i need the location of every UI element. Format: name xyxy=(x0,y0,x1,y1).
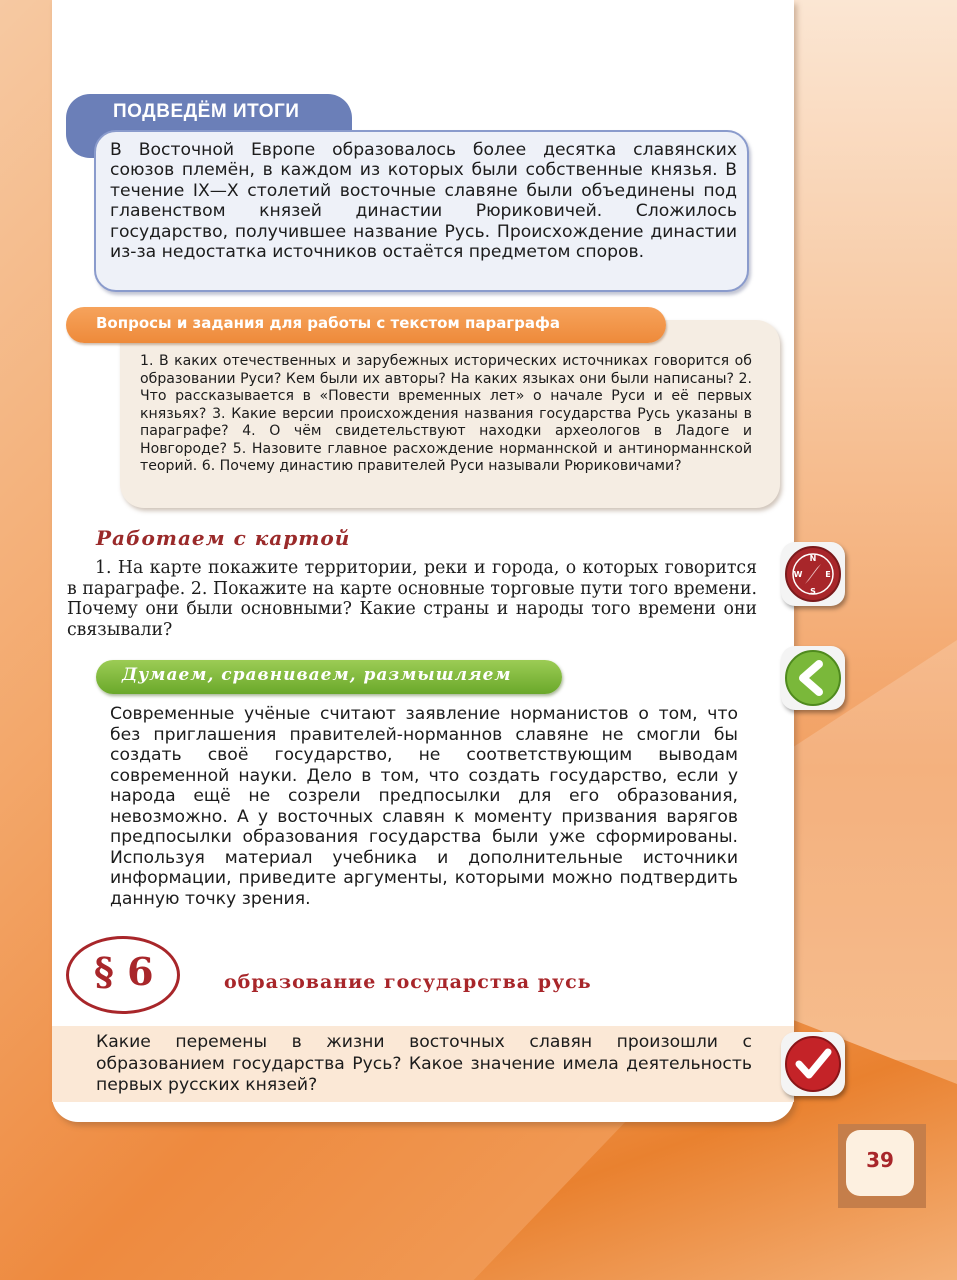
questions-title: Вопросы и задания для работы с текстом параграфа xyxy=(96,314,561,332)
map-text: 1. На карте покажите территории, реки и города, о которых говорится в параграфе. 2. Покажите на карте основные торговые пути того времени. Почему они были основными? Какие страны и народы того времени они связывали? xyxy=(67,558,757,640)
summary-text: В Восточной Европе образовалось более десятка славянских союзов племён, в каждом из которых были собственные князья. В течение IX—X столетий восточные славяне были объединены под главенством князей династии Рюриковичей. Сложилось государство, получившее название Русь. Происхождение династии из-за недостатка источников остаётся предметом споров. xyxy=(110,140,737,263)
compass-icon[interactable] xyxy=(781,542,845,606)
summary-box xyxy=(94,130,749,292)
compass-letter: E xyxy=(825,570,831,579)
questions-text: 1. В каких отечественных и зарубежных исторических источниках говорится об образовании Руси? Кем были их авторы? На каких языках они были написаны? 2. Что рассказывается в «Повести временных лет» о начале Руси и её первых князьях? 3. Какие версии происхождения названия государства Русь указаны в параграфе? 4. О чём свидетельствуют находки археологов в Ладоге и Новгороде? 5. Назовите главное расхождение норманнской и антинорманнской теорий. 6. Почему династию правителей Руси называли Рюриковичами? xyxy=(140,353,752,474)
think-title: Думаем, сравниваем, размышляем xyxy=(122,665,512,685)
think-text: Современные учёные считают заявление норманистов о том, что без приглашения правителей-норманнов славяне не смогли бы создать своё государство, не соответствующим выводам современной науки. Дело в том, что создать государство, если у народа ещё не созрели предпосылки для его образования, невозможно. А у восточных славян к моменту призвания варягов предпосылки образования государства были уже сформированы. Используя материал учебника и дополнительные источники информации, приведите аргументы, которыми можно подтвердить данную точку зрения. xyxy=(110,704,738,909)
summary-title: ПОДВЕДЁМ ИТОГИ xyxy=(113,101,300,122)
check-icon[interactable] xyxy=(781,1032,845,1096)
map-heading: Работаем с картой xyxy=(96,526,351,550)
compass-letter: W xyxy=(793,570,803,579)
paragraph-number: § 6 xyxy=(94,949,154,994)
compass-letter: N xyxy=(809,554,817,563)
page-number: 39 xyxy=(866,1148,894,1172)
back-arrow-icon[interactable] xyxy=(781,646,845,710)
key-question-text: Какие перемены в жизни восточных славян произошли с образованием государства Русь? Какое значение имела деятельность первых русских князей? xyxy=(96,1032,752,1095)
compass-letter: S xyxy=(810,587,816,596)
paragraph-title: образование государства русь xyxy=(224,971,592,993)
